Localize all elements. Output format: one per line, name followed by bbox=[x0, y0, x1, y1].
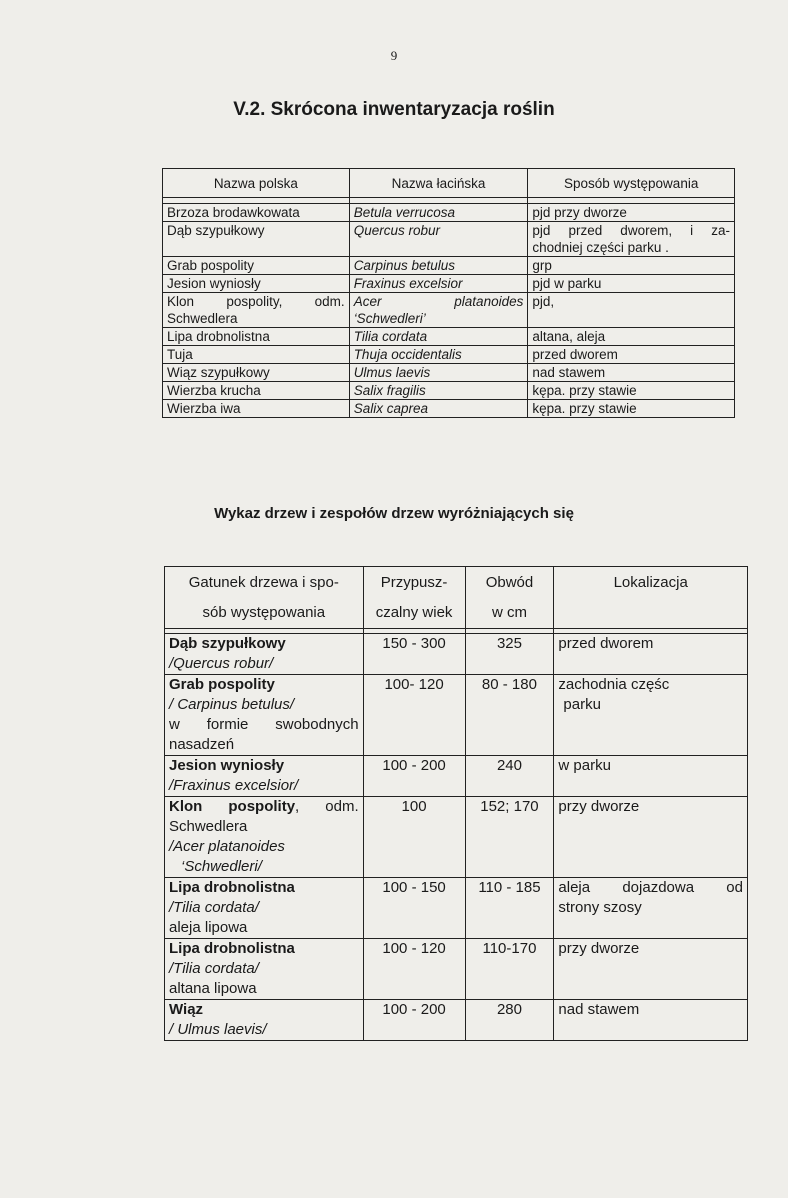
latin-name: Salix fragilis bbox=[353, 383, 426, 398]
polish-name: Brzoza brodawkowata bbox=[167, 205, 300, 220]
age-cell: 100 - 150 bbox=[363, 878, 465, 939]
species-cell bbox=[165, 675, 364, 756]
occurrence: pjd przy dworze bbox=[532, 205, 627, 220]
species-cell bbox=[165, 1000, 364, 1041]
latin-name: Thuja occidentalis bbox=[353, 347, 462, 362]
header-line: czalny wiek bbox=[375, 604, 453, 621]
species-name-line bbox=[169, 878, 359, 898]
species-latin: /Tilia cordata/ bbox=[169, 960, 259, 977]
polish-name: Lipa drobnolistna bbox=[167, 329, 270, 344]
polish-name-cell bbox=[163, 222, 350, 257]
header-line: Obwód bbox=[485, 574, 534, 591]
table-row bbox=[163, 364, 735, 382]
polish-name: Wierzba iwa bbox=[167, 401, 241, 416]
latin-name-cell bbox=[349, 364, 528, 382]
species-latin: /Acer platanoides bbox=[169, 838, 285, 855]
species-note: w formie swobodnych bbox=[169, 716, 359, 733]
plant-inventory-table bbox=[162, 168, 735, 418]
header-age bbox=[363, 567, 465, 629]
table-row bbox=[163, 293, 735, 328]
species-name-line bbox=[169, 939, 359, 959]
latin-name: Ulmus laevis bbox=[353, 365, 431, 380]
circumference-cell: 325 bbox=[465, 634, 554, 675]
location-cell bbox=[554, 634, 748, 675]
table-row bbox=[165, 634, 748, 675]
table-row bbox=[165, 939, 748, 1000]
occurrence-cell bbox=[528, 346, 735, 364]
latin-name-cell bbox=[349, 275, 528, 293]
page-number: 9 bbox=[390, 48, 398, 63]
location-line: przy dworze bbox=[558, 798, 640, 815]
polish-name: Klon pospolity, odm. bbox=[167, 294, 345, 309]
species-name-line bbox=[169, 675, 359, 695]
polish-name: Schwedlera bbox=[167, 311, 238, 326]
occurrence-cell bbox=[528, 293, 735, 328]
polish-name-cell bbox=[163, 382, 350, 400]
circumference-cell: 110 - 185 bbox=[465, 878, 554, 939]
species-latin: / Carpinus betulus/ bbox=[169, 696, 295, 713]
latin-name-cell bbox=[349, 257, 528, 275]
table-row bbox=[163, 257, 735, 275]
table-row bbox=[165, 675, 748, 756]
polish-name-cell bbox=[163, 328, 350, 346]
age-cell: 150 - 300 bbox=[363, 634, 465, 675]
table-header-row bbox=[165, 567, 748, 629]
location-cell bbox=[554, 1000, 748, 1041]
species-name: Klon pospolity bbox=[169, 798, 296, 815]
occurrence-cell bbox=[528, 382, 735, 400]
latin-name: Tilia cordata bbox=[353, 329, 428, 344]
latin-name-cell bbox=[349, 400, 528, 418]
species-latin: /Tilia cordata/ bbox=[169, 899, 259, 916]
species-name: Jesion wyniosły bbox=[169, 757, 285, 774]
table-header-row bbox=[163, 169, 735, 198]
occurrence-cell bbox=[528, 364, 735, 382]
polish-name-cell bbox=[163, 346, 350, 364]
header-location bbox=[554, 567, 748, 629]
occurrence: chodniej części parku . bbox=[532, 240, 669, 255]
table-row bbox=[163, 204, 735, 222]
polish-name: Wiąz szypułkowy bbox=[167, 365, 270, 380]
location-cell bbox=[554, 675, 748, 756]
occurrence: nad stawem bbox=[532, 365, 606, 380]
header-line: Gatunek drzewa i spo- bbox=[188, 574, 339, 591]
species-name: Lipa drobnolistna bbox=[169, 940, 295, 957]
notable-trees-table bbox=[164, 566, 748, 1041]
occurrence: kępa. przy stawie bbox=[532, 401, 637, 416]
occurrence: pjd, bbox=[532, 294, 555, 309]
age-cell: 100 - 200 bbox=[363, 1000, 465, 1041]
latin-name-cell bbox=[349, 222, 528, 257]
species-cell bbox=[165, 878, 364, 939]
species-note: Schwedlera bbox=[169, 818, 248, 835]
age-cell: 100 - 120 bbox=[363, 939, 465, 1000]
header-polish-name: Nazwa polska bbox=[163, 169, 350, 198]
latin-name: Carpinus betulus bbox=[353, 258, 455, 273]
polish-name-cell bbox=[163, 364, 350, 382]
latin-name: Salix caprea bbox=[353, 401, 428, 416]
species-latin: ‘Schwedleri/ bbox=[181, 858, 262, 875]
polish-name: Dąb szypułkowy bbox=[167, 223, 265, 238]
species-cell bbox=[165, 634, 364, 675]
location-cell bbox=[554, 756, 748, 797]
species-name-line bbox=[169, 634, 359, 654]
occurrence-cell bbox=[528, 400, 735, 418]
table-row bbox=[165, 797, 748, 878]
circumference-cell: 280 bbox=[465, 1000, 554, 1041]
species-name: Wiąz bbox=[169, 1001, 204, 1018]
age-cell: 100- 120 bbox=[363, 675, 465, 756]
species-latin: /Fraxinus excelsior/ bbox=[169, 777, 299, 794]
location-cell bbox=[554, 878, 748, 939]
header-line: w cm bbox=[491, 604, 527, 621]
species-name: Grab pospolity bbox=[169, 676, 275, 693]
polish-name-cell bbox=[163, 293, 350, 328]
circumference-cell: 152; 170 bbox=[465, 797, 554, 878]
occurrence-cell bbox=[528, 257, 735, 275]
latin-name: Fraxinus excelsior bbox=[353, 276, 463, 291]
location-cell bbox=[554, 797, 748, 878]
latin-name-cell bbox=[349, 328, 528, 346]
species-cell bbox=[165, 797, 364, 878]
species-name-suffix: , odm. bbox=[295, 798, 359, 815]
occurrence-cell bbox=[528, 204, 735, 222]
latin-name: Quercus robur bbox=[353, 223, 440, 238]
occurrence: pjd przed dworem, i za- bbox=[532, 223, 730, 238]
species-name: Lipa drobnolistna bbox=[169, 879, 295, 896]
table-row bbox=[163, 328, 735, 346]
table-row bbox=[163, 382, 735, 400]
species-latin: /Quercus robur/ bbox=[169, 655, 274, 672]
circumference-cell: 80 - 180 bbox=[465, 675, 554, 756]
location-line: strony szosy bbox=[558, 899, 642, 916]
latin-name-cell bbox=[349, 382, 528, 400]
table-row bbox=[163, 222, 735, 257]
polish-name: Wierzba krucha bbox=[167, 383, 261, 398]
latin-name-cell bbox=[349, 293, 528, 328]
species-name-line bbox=[169, 756, 359, 776]
table-row bbox=[165, 1000, 748, 1041]
header-circumference bbox=[465, 567, 554, 629]
occurrence: pjd w parku bbox=[532, 276, 602, 291]
location-line: zachodnia częśc bbox=[558, 676, 670, 693]
location-line: przy dworze bbox=[558, 940, 640, 957]
circumference-cell: 240 bbox=[465, 756, 554, 797]
occurrence-cell bbox=[528, 328, 735, 346]
occurrence: grp bbox=[532, 258, 552, 273]
table-row bbox=[163, 346, 735, 364]
species-name-line bbox=[169, 797, 359, 817]
species-note: aleja lipowa bbox=[169, 919, 248, 936]
species-note: altana lipowa bbox=[169, 980, 257, 997]
species-cell bbox=[165, 939, 364, 1000]
polish-name-cell bbox=[163, 204, 350, 222]
species-name: Dąb szypułkowy bbox=[169, 635, 286, 652]
section-title: V.2. Skrócona inwentaryzacja roślin bbox=[233, 99, 555, 120]
polish-name: Jesion wyniosły bbox=[167, 276, 261, 291]
header-line: Lokalizacja bbox=[613, 574, 688, 591]
species-cell bbox=[165, 756, 364, 797]
latin-name-cell bbox=[349, 204, 528, 222]
table-row bbox=[163, 275, 735, 293]
polish-name-cell bbox=[163, 257, 350, 275]
list-title: Wykaz drzew i zespołów drzew wyróżniających się bbox=[214, 505, 574, 522]
age-cell: 100 - 200 bbox=[363, 756, 465, 797]
occurrence-cell bbox=[528, 275, 735, 293]
occurrence-cell bbox=[528, 222, 735, 257]
location-line: parku bbox=[563, 696, 601, 713]
occurrence: przed dworem bbox=[532, 347, 618, 362]
location-line: nad stawem bbox=[558, 1001, 640, 1018]
polish-name-cell bbox=[163, 275, 350, 293]
latin-name: ‘Schwedleri’ bbox=[353, 311, 426, 326]
polish-name: Tuja bbox=[167, 347, 193, 362]
age-cell: 100 bbox=[363, 797, 465, 878]
header-latin-name: Nazwa łacińska bbox=[349, 169, 528, 198]
species-note: nasadzeń bbox=[169, 736, 235, 753]
table-row bbox=[165, 878, 748, 939]
location-line: aleja dojazdowa od bbox=[558, 879, 743, 896]
polish-name: Grab pospolity bbox=[167, 258, 255, 273]
header-line: Przypusz- bbox=[380, 574, 448, 591]
latin-name: Betula verrucosa bbox=[353, 205, 455, 220]
location-line: w parku bbox=[558, 757, 611, 774]
table-row bbox=[163, 400, 735, 418]
latin-name-cell bbox=[349, 346, 528, 364]
header-occurrence: Sposób występowania bbox=[528, 169, 735, 198]
occurrence: altana, aleja bbox=[532, 329, 606, 344]
species-latin: / Ulmus laevis/ bbox=[169, 1021, 267, 1038]
occurrence: kępa. przy stawie bbox=[532, 383, 637, 398]
polish-name-cell bbox=[163, 400, 350, 418]
table-row bbox=[165, 756, 748, 797]
latin-name: Acer platanoides bbox=[353, 294, 524, 309]
header-species bbox=[165, 567, 364, 629]
location-line: przed dworem bbox=[558, 635, 654, 652]
header-line: sób występowania bbox=[202, 604, 326, 621]
circumference-cell: 110-170 bbox=[465, 939, 554, 1000]
species-name-line bbox=[169, 1000, 359, 1020]
location-cell bbox=[554, 939, 748, 1000]
